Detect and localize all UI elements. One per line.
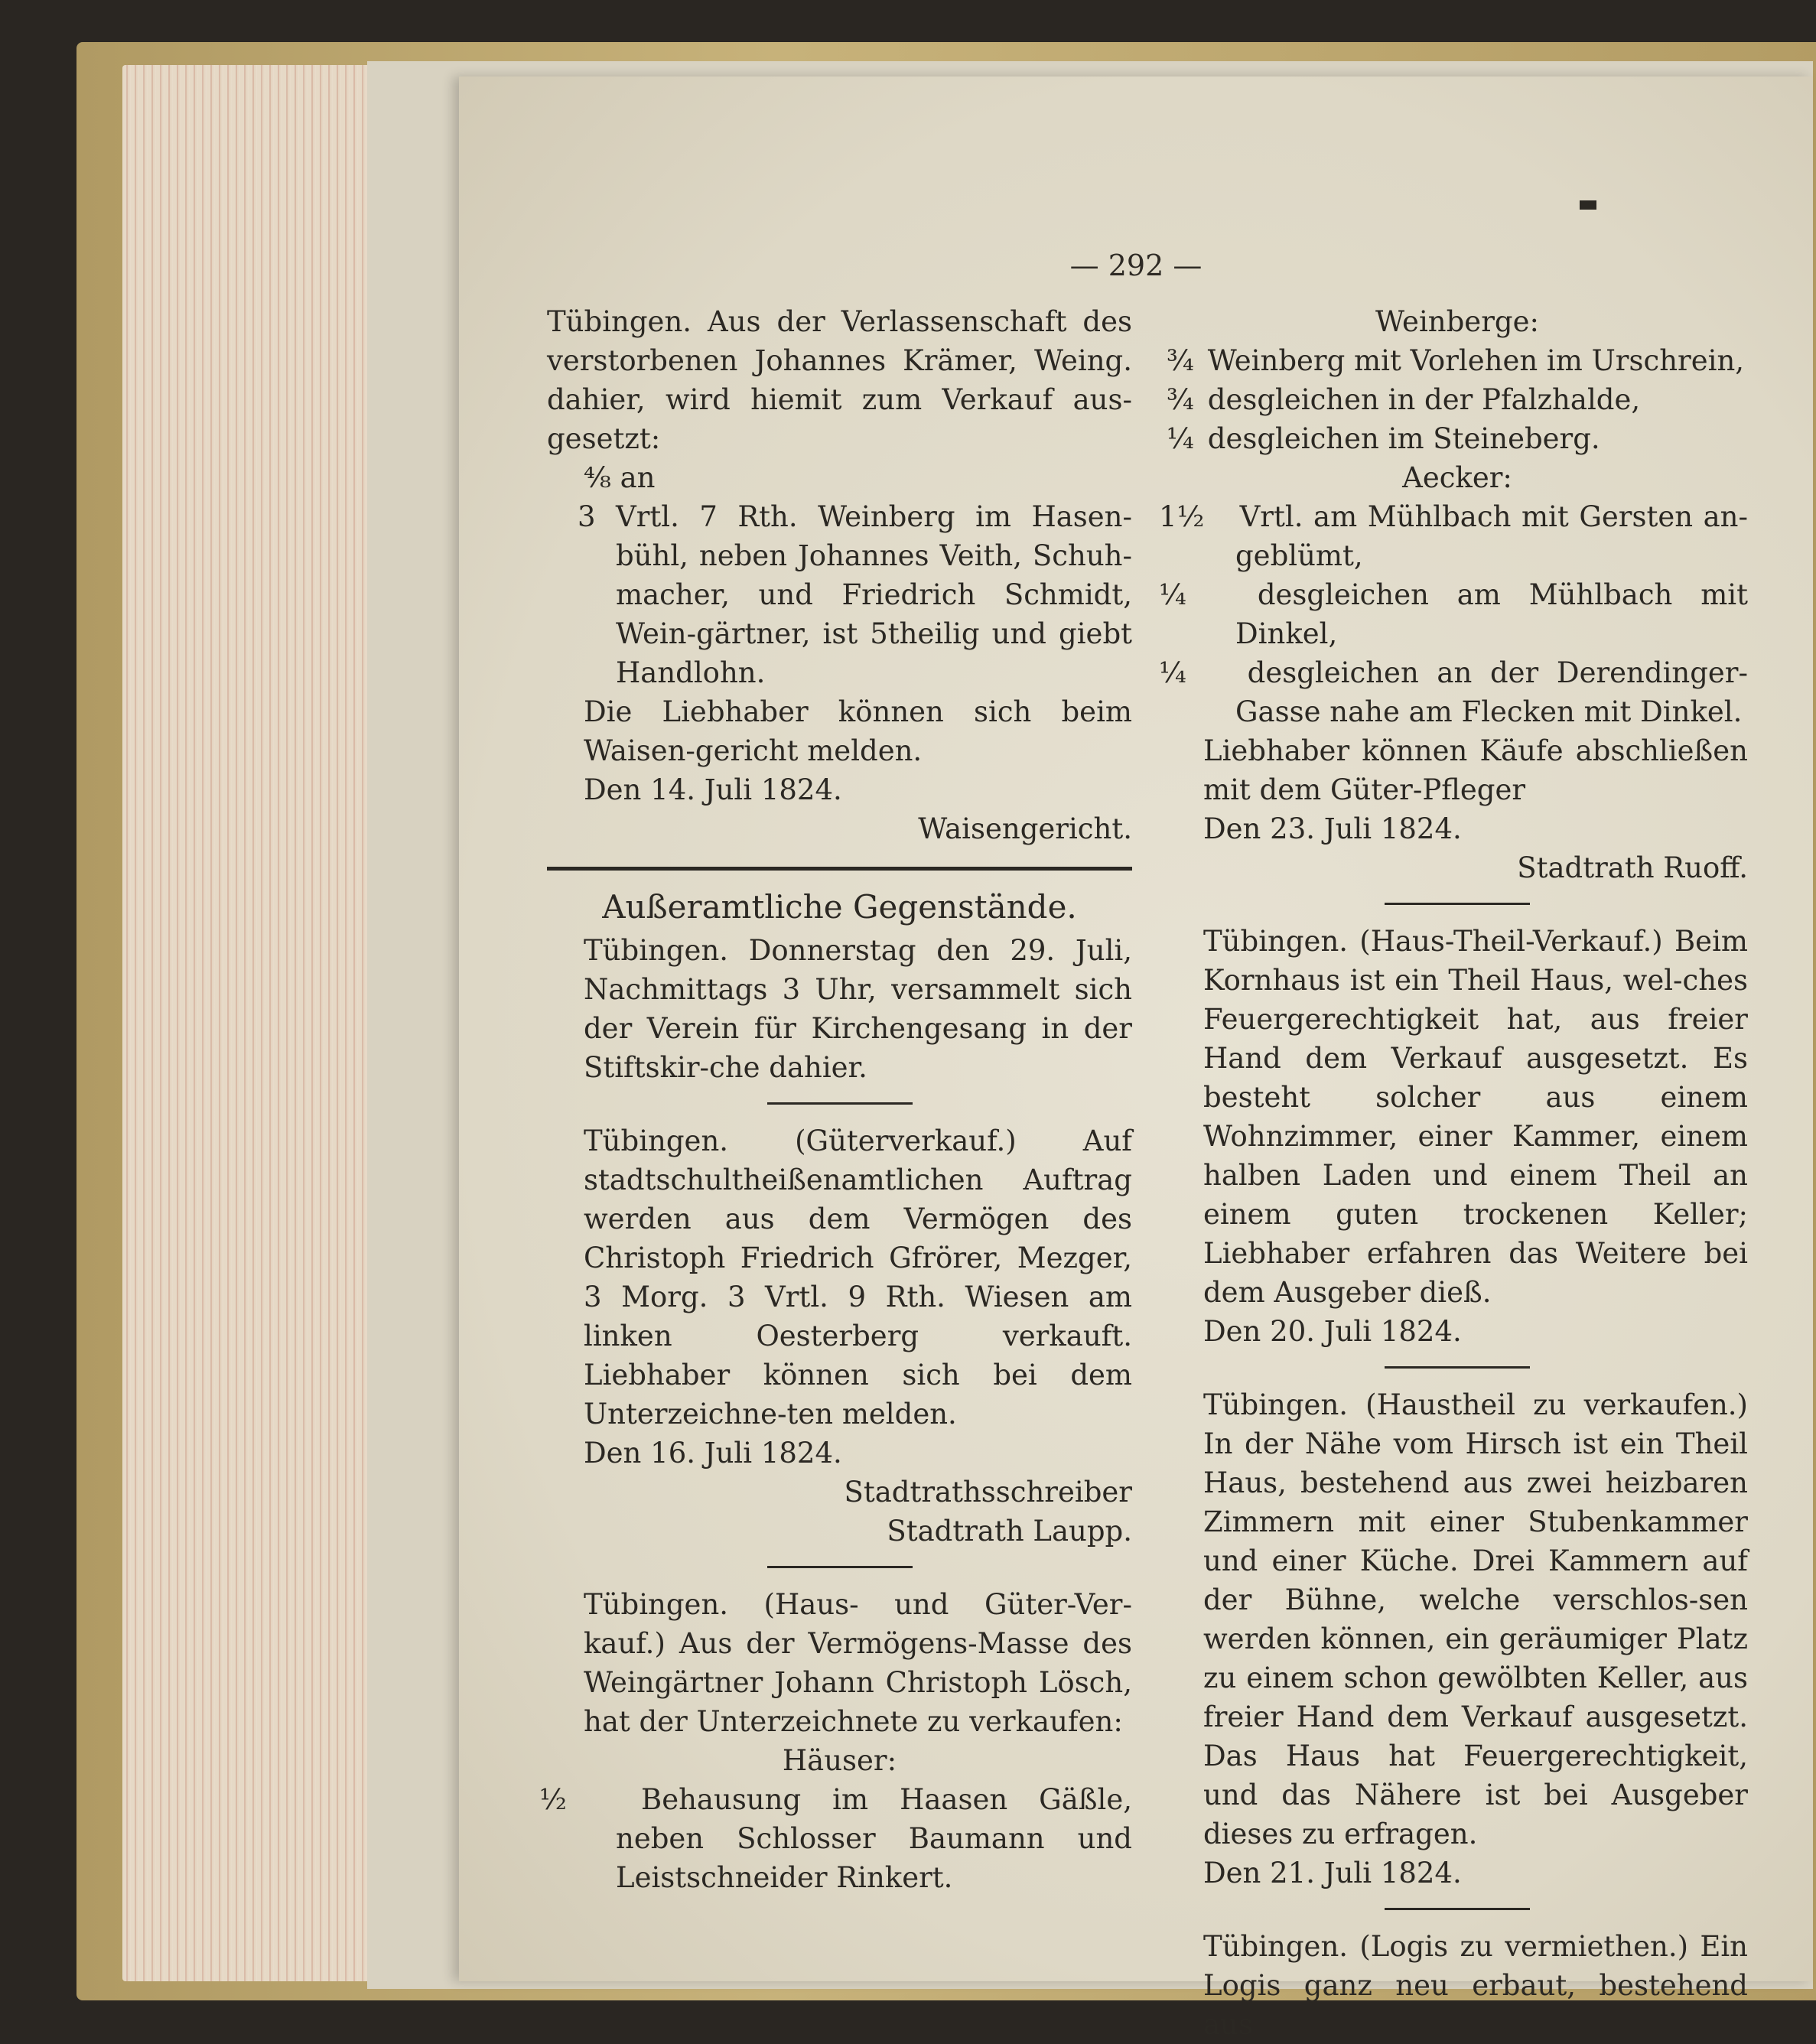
ad4-fraction: ½ <box>539 1783 567 1816</box>
sub-aecker: Aecker: <box>1402 461 1512 494</box>
ad1-item: 3 Vrtl. 7 Rth. Weinberg im Hasen-bühl, neben Johannes Veith, Schuh-macher, und Friedrich Schmidt, Wein-gärtner, ist 5theilig und giebt Handlohn. <box>578 500 1132 689</box>
ad1-signature: Waisengericht. <box>918 812 1132 845</box>
fraction: ¼ <box>1167 422 1194 455</box>
right-column <box>1159 302 1748 2044</box>
list-item-text: Weinberg mit Vorlehen im Urschrein, <box>1207 344 1745 377</box>
ad3-signature-1: Stadtrathsschreiber <box>844 1476 1132 1509</box>
page-number: — 292 — <box>1069 249 1203 282</box>
divider <box>1385 903 1530 905</box>
ad1-fraction: ⁴⁄₈ an <box>584 461 656 494</box>
section-title: Außeramtliche Gegenstände. <box>602 888 1077 926</box>
ad4-note: Liebhaber können Käufe abschließen mit dem Güter-Pfleger <box>1203 734 1748 806</box>
ad4-text: Tübingen. (Haus- und Güter-Ver-kauf.) Aus der Vermögens-Masse des Weingärtner Johann Christoph Lösch, hat der Unterzeichnete zu verkaufen: <box>584 1588 1132 1738</box>
divider <box>1385 1908 1530 1910</box>
section-rule <box>547 867 1132 871</box>
ad6-text: Tübingen. (Haustheil zu verkaufen.) In der Nähe vom Hirsch ist ein Theil Haus, bestehend aus zwei heizbaren Zimmern mit einer Stubenkammer und einer Küche. Drei Kammern auf der Bühne, welche verschlos-sen werden können, ein geräumiger Platz zu einem schon gewölbten Keller, aus freier Hand dem Verkauf ausgesetzt. Das Haus hat Feuergerechtigkeit, und das Nähere ist bei Ausgeber dieses zu erfragen. <box>1203 1388 1748 1850</box>
ad1-note: Die Liebhaber können sich beim Waisen-gericht melden. <box>584 695 1132 767</box>
list-item-text: Vrtl. am Mühlbach mit Gersten an-geblümt, <box>1235 500 1748 572</box>
ad1-date: Den 14. Juli 1824. <box>584 773 842 806</box>
list-item <box>1167 341 1748 380</box>
ad4-date: Den 23. Juli 1824. <box>1203 812 1462 845</box>
ad1-intro: Tübingen. Aus der Verlassenschaft des verstorbenen Johannes Krämer, Weing. dahier, wird hiemit zum Verkauf aus-gesetzt: <box>547 305 1132 455</box>
list-item-text: desgleichen in der Pfalzhalde, <box>1207 383 1641 416</box>
list-item <box>1159 497 1748 575</box>
divider <box>767 1566 913 1568</box>
list-item-text: desgleichen am Mühlbach mit Dinkel, <box>1235 578 1748 650</box>
page-edges <box>122 65 382 1981</box>
ad4-item-text: Behausung im Haasen Gäßle, neben Schlosser Baumann und Leistschneider Rinkert. <box>616 1783 1133 1894</box>
list-item <box>1167 419 1748 458</box>
fraction: ¼ <box>1159 578 1186 611</box>
ad4-item <box>539 1780 1133 1897</box>
ad3-signature-2: Stadtrath Laupp. <box>887 1515 1132 1548</box>
list-item <box>1159 653 1748 731</box>
left-column <box>539 302 1133 1897</box>
ink-mark <box>1580 200 1596 210</box>
fraction: ¾ <box>1167 383 1194 416</box>
ad6-date: Den 21. Juli 1824. <box>1203 1857 1462 1889</box>
fraction: 1½ <box>1159 500 1205 533</box>
list-item <box>1159 575 1748 653</box>
fraction: ¾ <box>1167 344 1194 377</box>
ad3-date: Den 16. Juli 1824. <box>584 1437 842 1470</box>
ad7-text: Tübingen. (Logis zu vermiethen.) Ein Logis ganz neu erbaut, bestehend aus <box>1203 1930 1748 2041</box>
list-item-text: desgleichen im Steineberg. <box>1207 422 1600 455</box>
divider <box>1385 1366 1530 1369</box>
list-item <box>1167 380 1748 419</box>
ad5-date: Den 20. Juli 1824. <box>1203 1315 1462 1348</box>
ad2-text: Tübingen. Donnerstag den 29. Juli, Nachmittags 3 Uhr, versammelt sich der Verein für Kirchengesang in der Stiftskir-che dahier. <box>584 934 1132 1084</box>
ad4-signature: Stadtrath Ruoff. <box>1517 851 1748 884</box>
divider <box>767 1102 913 1105</box>
fraction: ¼ <box>1159 656 1186 689</box>
ad5-text: Tübingen. (Haus-Theil-Verkauf.) Beim Kornhaus ist ein Theil Haus, wel-ches Feuergerechtigkeit hat, aus freier Hand dem Verkauf ausgesetzt. Es besteht solcher aus einem Wohnzimmer, einer Kammer, einem halben Laden und einem Theil an einem guten trockenen Keller; Liebhaber erfahren das Weitere bei dem Ausgeber dieß. <box>1203 925 1748 1309</box>
list-item-text: desgleichen an der Derendinger-Gasse nahe am Flecken mit Dinkel. <box>1235 656 1748 728</box>
ad3-text: Tübingen. (Güterverkauf.) Auf stadtschultheißenamtlichen Auftrag werden aus dem Vermögen des Christoph Friedrich Gfrörer, Mezger, 3 Morg. 3 Vrtl. 9 Rth. Wiesen am linken Oesterberg verkauft. Liebhaber können sich bei dem Unterzeichne-ten melden. <box>584 1125 1132 1430</box>
sub-weinberge: Weinberge: <box>1375 305 1539 338</box>
ad4-subheading: Häuser: <box>782 1744 897 1777</box>
